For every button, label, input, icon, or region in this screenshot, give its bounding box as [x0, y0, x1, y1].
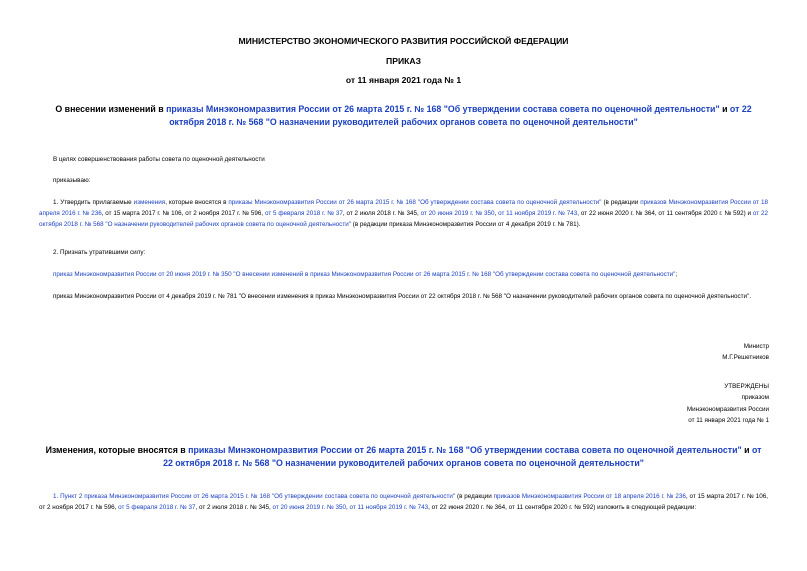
changes-item-1-text-b: , от 15 марта 2017 г. № 106, от 2 ноября 2017 г. № 596, [39, 493, 768, 512]
invalid-order-350-link[interactable]: приказ Минэкономразвития России от 20 июня 2019 г. № 350 "О внесении изменений в приказ Минэкономразвития России от 26 марта 2015 г. № 168 "Об утверждении состава совета по оценочной деятельности" [53, 271, 676, 278]
approval-line-1: УТВЕРЖДЕНЫ [724, 383, 769, 390]
changes-item-1-text-e: , от 22 июня 2020 г. № 364, от 11 сентября 2020 г. № 592) изложить в следующей редакции: [428, 504, 697, 512]
changes-title-mid: и [741, 445, 752, 455]
changes-item-1-text-c: , от 2 июля 2018 г. № 345, [195, 504, 273, 512]
item-1-link-order-236[interactable]: приказов Минэкономразвития России от 18 апреля 2016 г. № 236 [39, 199, 769, 218]
item-1-text-d: , от 15 марта 2017 г. № 106, от 2 ноября 2017 г. № 596, [101, 210, 265, 218]
order-title-link-568[interactable]: от 22 октября 2018 г. № 568 "О назначении руководителей рабочих органов совета по оценочной деятельности" [169, 104, 752, 127]
invalid-order-350 [53, 269, 773, 280]
order-title [40, 103, 767, 128]
item-1-link-changes[interactable]: изменения [133, 199, 166, 206]
ministry-heading: МИНИСТЕРСТВО ЭКОНОМИЧЕСКОГО РАЗВИТИЯ РОССИЙСКОЙ ФЕДЕРАЦИИ [238, 36, 569, 46]
approval-line-2: приказом [741, 394, 769, 402]
changes-item-1-link-order-350[interactable]: от 20 июня 2019 г. № 350 [272, 504, 346, 512]
changes-item-1-text-d: , [345, 504, 350, 512]
approval-line-3: Минэкономразвития России [686, 405, 769, 413]
order-title-link-168[interactable]: приказы Минэкономразвития России от 26 марта 2015 г. № 168 "Об утверждении состава совета по оценочной деятельности" [166, 104, 720, 114]
item-1-text-g: , от 22 июня 2020 г. № 364, от 11 сентября 2020 г. № 592) и [577, 210, 753, 218]
order-title-mid: и [719, 104, 730, 114]
item-1-link-order-350[interactable]: от 20 июня 2019 г. № 350 [420, 210, 495, 218]
approval-block [687, 381, 769, 427]
changes-item-1-paragraph [39, 491, 768, 513]
item-1-text-b: , которые вносятся в [165, 199, 229, 206]
item-2-text: 2. Признать утратившими силу: [53, 249, 146, 256]
changes-item-1-link-order-743[interactable]: от 11 ноября 2019 г. № 743 [349, 504, 429, 512]
order-word: приказываю: [53, 177, 91, 184]
item-1-link-order-568[interactable]: от 22 октября 2018 г. № 568 "О назначении руководителей рабочих органов совета по оценочной деятельности" [39, 210, 768, 229]
invalid-order-781-text: приказ Минэкономразвития России от 4 декабря 2019 г. № 781 "О внесении изменения в приказ Минэкономразвития России от 22 октября 2018 г. № 568 "О назначении руководителей рабочих органов совета по оценочной деятельности". [53, 293, 752, 300]
item-1-text-c: (в редакции [601, 199, 641, 206]
item-1-text-h: (в редакции приказа Минэкономразвития России от 4 декабря 2019 г. № 781). [350, 221, 581, 229]
item-1-link-order-168[interactable]: приказы Минэкономразвития России от 26 марта 2015 г. № 168 "Об утверждении состава совета по оценочной деятельности" [228, 199, 602, 206]
changes-item-1-link-order-37[interactable]: от 5 февраля 2018 г. № 37 [118, 504, 196, 512]
invalid-order-350-end: ; [675, 271, 678, 278]
item-1-link-order-37[interactable]: от 5 февраля 2018 г. № 37 [264, 210, 343, 218]
signature-block [722, 341, 769, 364]
item-1-paragraph [39, 197, 768, 231]
item-1-link-order-743[interactable]: от 11 ноября 2019 г. № 743 [498, 210, 578, 218]
approval-line-4: от 11 января 2021 года № 1 [688, 417, 769, 425]
doc-type-heading: ПРИКАЗ [386, 56, 421, 66]
changes-title-link-168[interactable]: приказы Минэкономразвития России от 26 марта 2015 г. № 168 "Об утверждении состава совета по оценочной деятельности" [188, 445, 742, 455]
changes-item-1-text-a: (в редакции [455, 493, 494, 500]
item-1-text-a: 1. Утвердить прилагаемые [53, 199, 134, 206]
signature-position: Министр [743, 343, 769, 350]
item-1-text-f: , [494, 210, 499, 218]
changes-item-1-link-point-2[interactable]: 1. Пункт 2 приказа Минэкономразвития России от 26 марта 2015 г. № 168 "Об утверждении состава совета по оценочной деятельности" [53, 493, 456, 500]
changes-item-1-link-order-236[interactable]: приказов Минэкономразвития России от 18 апреля 2016 г. № 236 [493, 493, 686, 500]
order-title-prefix: О внесении изменений в [55, 104, 167, 114]
preamble-text: В целях совершенствования работы совета по оценочной деятельности [53, 156, 265, 163]
item-1-text-e: , от 2 июля 2018 г. № 345, [342, 210, 421, 218]
changes-title-prefix: Изменения, которые вносятся в [45, 445, 189, 455]
order-date-number: от 11 января 2021 года № 1 [345, 75, 462, 85]
invalid-order-781 [39, 291, 768, 302]
signature-name: М.Г.Решетников [722, 354, 769, 362]
changes-title-link-568[interactable]: от 22 октября 2018 г. № 568 "О назначении руководителей рабочих органов совета по оценочной деятельности" [163, 445, 762, 468]
changes-title [40, 444, 767, 469]
